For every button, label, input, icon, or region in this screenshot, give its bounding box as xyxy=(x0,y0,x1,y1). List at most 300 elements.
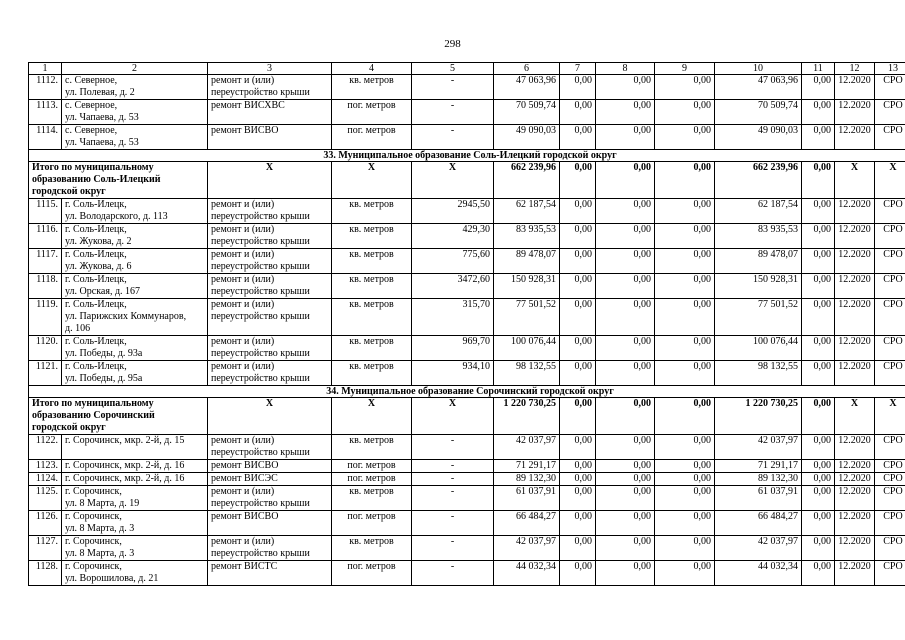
cell-c11: 0,00 xyxy=(802,511,835,536)
cell-c11: 0,00 xyxy=(802,224,835,249)
cell-c12: 12.2020 xyxy=(835,460,875,473)
work-type-line: ремонт ВИСВО xyxy=(211,511,279,522)
address xyxy=(62,336,208,361)
address-line: ул. Ворошилова, д. 21 xyxy=(65,573,159,584)
cell-c6: 89 132,30 xyxy=(494,473,560,486)
address-line: г. Сорочинск, мкр. 2-й, д. 16 xyxy=(65,460,185,471)
unit: кв. метров xyxy=(332,336,412,361)
address-line: с. Северное, xyxy=(65,100,118,111)
work-type xyxy=(208,486,332,511)
cell-c7: 0,00 xyxy=(560,199,596,224)
total-label-line: городской округ xyxy=(32,422,106,433)
row-number: 1118. xyxy=(29,274,62,299)
quantity: 429,30 xyxy=(412,224,494,249)
address-line: г. Соль-Илецк, xyxy=(65,224,127,235)
cell-c7: 0,00 xyxy=(560,75,596,100)
quantity: - xyxy=(412,460,494,473)
cell-c6: 83 935,53 xyxy=(494,224,560,249)
cell-c12: 12.2020 xyxy=(835,473,875,486)
cell-c13: СРО xyxy=(875,125,905,150)
address xyxy=(62,199,208,224)
cell-c12: 12.2020 xyxy=(835,224,875,249)
total-row xyxy=(29,162,905,199)
cell-c10: 66 484,27 xyxy=(715,511,802,536)
column-number: 11 xyxy=(802,63,835,75)
cell-c9: 0,00 xyxy=(655,299,715,336)
total-c4: Х xyxy=(332,398,412,435)
cell-c13: СРО xyxy=(875,199,905,224)
cell-c10: 62 187,54 xyxy=(715,199,802,224)
unit: кв. метров xyxy=(332,361,412,386)
address xyxy=(62,486,208,511)
cell-c12: 12.2020 xyxy=(835,249,875,274)
cell-c7: 0,00 xyxy=(560,274,596,299)
table-row xyxy=(29,361,905,386)
address-line: ул. Володарского, д. 113 xyxy=(65,211,168,222)
quantity: - xyxy=(412,536,494,561)
unit: кв. метров xyxy=(332,224,412,249)
total-c10: 1 220 730,25 xyxy=(715,398,802,435)
cell-c7: 0,00 xyxy=(560,536,596,561)
work-type-line: ремонт ВИСЭС xyxy=(211,473,278,484)
section-heading-row xyxy=(29,150,905,162)
row-number: 1119. xyxy=(29,299,62,336)
cell-c10: 150 928,31 xyxy=(715,274,802,299)
unit: кв. метров xyxy=(332,435,412,460)
cell-c8: 0,00 xyxy=(596,361,655,386)
cell-c8: 0,00 xyxy=(596,299,655,336)
cell-c12: 12.2020 xyxy=(835,561,875,586)
cell-c13: СРО xyxy=(875,561,905,586)
work-type xyxy=(208,511,332,536)
cell-c11: 0,00 xyxy=(802,486,835,511)
table-row xyxy=(29,486,905,511)
address-line: д. 106 xyxy=(65,323,91,334)
cell-c12: 12.2020 xyxy=(835,361,875,386)
address-line: г. Сорочинск, мкр. 2-й, д. 16 xyxy=(65,473,185,484)
column-number: 9 xyxy=(655,63,715,75)
cell-c6: 61 037,91 xyxy=(494,486,560,511)
column-number: 4 xyxy=(332,63,412,75)
cell-c8: 0,00 xyxy=(596,224,655,249)
cell-c7: 0,00 xyxy=(560,125,596,150)
cell-c10: 42 037,97 xyxy=(715,435,802,460)
cell-c9: 0,00 xyxy=(655,460,715,473)
cell-c8: 0,00 xyxy=(596,336,655,361)
column-number-row xyxy=(29,63,905,75)
work-type-line: переустройство крыши xyxy=(211,348,310,359)
column-number: 5 xyxy=(412,63,494,75)
cell-c6: 42 037,97 xyxy=(494,536,560,561)
work-type-line: ремонт ВИСХВС xyxy=(211,100,285,111)
cell-c6: 150 928,31 xyxy=(494,274,560,299)
cell-c6: 44 032,34 xyxy=(494,561,560,586)
cell-c13: СРО xyxy=(875,249,905,274)
cell-c6: 98 132,55 xyxy=(494,361,560,386)
row-number: 1127. xyxy=(29,536,62,561)
total-c9: 0,00 xyxy=(655,398,715,435)
cell-c11: 0,00 xyxy=(802,435,835,460)
cell-c11: 0,00 xyxy=(802,561,835,586)
cell-c12: 12.2020 xyxy=(835,336,875,361)
cell-c11: 0,00 xyxy=(802,536,835,561)
work-type xyxy=(208,473,332,486)
cell-c13: СРО xyxy=(875,274,905,299)
cell-c7: 0,00 xyxy=(560,561,596,586)
cell-c7: 0,00 xyxy=(560,249,596,274)
total-c11: 0,00 xyxy=(802,398,835,435)
total-c4: Х xyxy=(332,162,412,199)
quantity: 934,10 xyxy=(412,361,494,386)
table-row xyxy=(29,274,905,299)
capital-repair-table xyxy=(28,62,905,586)
total-c9: 0,00 xyxy=(655,162,715,199)
address xyxy=(62,224,208,249)
cell-c11: 0,00 xyxy=(802,100,835,125)
address-line: ул. Жукова, д. 2 xyxy=(65,236,132,247)
unit: пог. метров xyxy=(332,473,412,486)
work-type xyxy=(208,336,332,361)
cell-c10: 42 037,97 xyxy=(715,536,802,561)
cell-c6: 100 076,44 xyxy=(494,336,560,361)
cell-c9: 0,00 xyxy=(655,486,715,511)
address-line: ул. Полевая, д. 2 xyxy=(65,87,135,98)
address-line: г. Соль-Илецк, xyxy=(65,274,127,285)
row-number: 1125. xyxy=(29,486,62,511)
row-number: 1128. xyxy=(29,561,62,586)
total-c13: Х xyxy=(875,398,905,435)
cell-c8: 0,00 xyxy=(596,536,655,561)
cell-c13: СРО xyxy=(875,336,905,361)
table-row xyxy=(29,473,905,486)
unit: кв. метров xyxy=(332,536,412,561)
unit: пог. метров xyxy=(332,561,412,586)
cell-c6: 42 037,97 xyxy=(494,435,560,460)
work-type xyxy=(208,435,332,460)
cell-c7: 0,00 xyxy=(560,486,596,511)
cell-c12: 12.2020 xyxy=(835,274,875,299)
cell-c9: 0,00 xyxy=(655,75,715,100)
cell-c7: 0,00 xyxy=(560,511,596,536)
work-type-line: переустройство крыши xyxy=(211,261,310,272)
table-row xyxy=(29,224,905,249)
cell-c9: 0,00 xyxy=(655,435,715,460)
total-c13: Х xyxy=(875,162,905,199)
address-line: с. Северное, xyxy=(65,125,118,136)
cell-c8: 0,00 xyxy=(596,100,655,125)
cell-c12: 12.2020 xyxy=(835,511,875,536)
address xyxy=(62,460,208,473)
work-type-line: переустройство крыши xyxy=(211,373,310,384)
address xyxy=(62,511,208,536)
cell-c11: 0,00 xyxy=(802,460,835,473)
address xyxy=(62,536,208,561)
work-type-line: ремонт и (или) xyxy=(211,336,275,347)
total-c11: 0,00 xyxy=(802,162,835,199)
work-type-line: переустройство крыши xyxy=(211,87,310,98)
quantity: 315,70 xyxy=(412,299,494,336)
total-label xyxy=(29,162,208,199)
work-type-line: ремонт и (или) xyxy=(211,435,275,446)
cell-c8: 0,00 xyxy=(596,561,655,586)
cell-c10: 100 076,44 xyxy=(715,336,802,361)
cell-c9: 0,00 xyxy=(655,249,715,274)
table-row xyxy=(29,75,905,100)
cell-c7: 0,00 xyxy=(560,100,596,125)
cell-c12: 12.2020 xyxy=(835,486,875,511)
work-type-line: ремонт и (или) xyxy=(211,536,275,547)
address-line: г. Соль-Илецк, xyxy=(65,299,127,310)
work-type-line: ремонт и (или) xyxy=(211,274,275,285)
total-c10: 662 239,96 xyxy=(715,162,802,199)
cell-c13: СРО xyxy=(875,224,905,249)
unit: кв. метров xyxy=(332,299,412,336)
quantity: - xyxy=(412,473,494,486)
work-type xyxy=(208,249,332,274)
cell-c10: 98 132,55 xyxy=(715,361,802,386)
cell-c9: 0,00 xyxy=(655,274,715,299)
total-row xyxy=(29,398,905,435)
cell-c6: 89 478,07 xyxy=(494,249,560,274)
work-type-line: переустройство крыши xyxy=(211,286,310,297)
quantity: - xyxy=(412,486,494,511)
address-line: ул. 8 Марта, д. 3 xyxy=(65,548,135,559)
quantity: 775,60 xyxy=(412,249,494,274)
row-number: 1121. xyxy=(29,361,62,386)
address-line: ул. Победы, д. 93а xyxy=(65,348,143,359)
cell-c10: 70 509,74 xyxy=(715,100,802,125)
address-line: ул. Чапаева, д. 53 xyxy=(65,112,139,123)
address-line: ул. Парижских Коммунаров, xyxy=(65,311,187,322)
cell-c8: 0,00 xyxy=(596,125,655,150)
column-number: 8 xyxy=(596,63,655,75)
row-number: 1126. xyxy=(29,511,62,536)
cell-c9: 0,00 xyxy=(655,473,715,486)
column-number: 1 xyxy=(29,63,62,75)
cell-c12: 12.2020 xyxy=(835,100,875,125)
address-line: г. Сорочинск, xyxy=(65,536,122,547)
section-title: 33. Муниципальное образование Соль-Илецкий городской округ xyxy=(29,150,905,162)
row-number: 1116. xyxy=(29,224,62,249)
work-type-line: переустройство крыши xyxy=(211,447,310,458)
cell-c8: 0,00 xyxy=(596,274,655,299)
address-line: г. Сорочинск, xyxy=(65,511,122,522)
cell-c8: 0,00 xyxy=(596,473,655,486)
table-row xyxy=(29,435,905,460)
cell-c11: 0,00 xyxy=(802,361,835,386)
cell-c11: 0,00 xyxy=(802,299,835,336)
address xyxy=(62,274,208,299)
cell-c7: 0,00 xyxy=(560,473,596,486)
total-c6: 1 220 730,25 xyxy=(494,398,560,435)
cell-c13: СРО xyxy=(875,100,905,125)
quantity: - xyxy=(412,561,494,586)
table-row xyxy=(29,100,905,125)
cell-c12: 12.2020 xyxy=(835,299,875,336)
unit: кв. метров xyxy=(332,249,412,274)
address xyxy=(62,75,208,100)
row-number: 1114. xyxy=(29,125,62,150)
work-type xyxy=(208,460,332,473)
cell-c12: 12.2020 xyxy=(835,199,875,224)
address xyxy=(62,473,208,486)
total-c5: Х xyxy=(412,162,494,199)
cell-c9: 0,00 xyxy=(655,224,715,249)
work-type-line: ремонт и (или) xyxy=(211,299,275,310)
total-label-line: городской округ xyxy=(32,186,106,197)
table-row xyxy=(29,511,905,536)
total-c6: 662 239,96 xyxy=(494,162,560,199)
table-row xyxy=(29,199,905,224)
total-label xyxy=(29,398,208,435)
work-type-line: переустройство крыши xyxy=(211,548,310,559)
table-row xyxy=(29,249,905,274)
row-number: 1122. xyxy=(29,435,62,460)
address-line: г. Соль-Илецк, xyxy=(65,336,127,347)
cell-c11: 0,00 xyxy=(802,473,835,486)
total-label-line: Итого по муниципальному xyxy=(32,398,154,409)
cell-c12: 12.2020 xyxy=(835,75,875,100)
cell-c7: 0,00 xyxy=(560,435,596,460)
column-number: 6 xyxy=(494,63,560,75)
table-row xyxy=(29,125,905,150)
work-type xyxy=(208,536,332,561)
cell-c7: 0,00 xyxy=(560,460,596,473)
cell-c11: 0,00 xyxy=(802,199,835,224)
cell-c13: СРО xyxy=(875,361,905,386)
section-heading-row xyxy=(29,386,905,398)
table-row xyxy=(29,536,905,561)
address xyxy=(62,100,208,125)
total-c12: Х xyxy=(835,162,875,199)
table-row xyxy=(29,299,905,336)
cell-c9: 0,00 xyxy=(655,536,715,561)
cell-c13: СРО xyxy=(875,460,905,473)
address-line: г. Сорочинск, мкр. 2-й, д. 15 xyxy=(65,435,185,446)
cell-c9: 0,00 xyxy=(655,125,715,150)
cell-c10: 47 063,96 xyxy=(715,75,802,100)
cell-c13: СРО xyxy=(875,511,905,536)
cell-c9: 0,00 xyxy=(655,361,715,386)
address-line: г. Соль-Илецк, xyxy=(65,361,127,372)
unit: кв. метров xyxy=(332,75,412,100)
cell-c13: СРО xyxy=(875,435,905,460)
quantity: - xyxy=(412,511,494,536)
total-c5: Х xyxy=(412,398,494,435)
total-c12: Х xyxy=(835,398,875,435)
row-number: 1124. xyxy=(29,473,62,486)
cell-c7: 0,00 xyxy=(560,224,596,249)
cell-c9: 0,00 xyxy=(655,100,715,125)
quantity: - xyxy=(412,100,494,125)
work-type xyxy=(208,299,332,336)
cell-c12: 12.2020 xyxy=(835,435,875,460)
quantity: - xyxy=(412,75,494,100)
total-c7: 0,00 xyxy=(560,398,596,435)
work-type xyxy=(208,75,332,100)
cell-c9: 0,00 xyxy=(655,511,715,536)
cell-c11: 0,00 xyxy=(802,336,835,361)
column-number: 13 xyxy=(875,63,905,75)
row-number: 1117. xyxy=(29,249,62,274)
column-number: 12 xyxy=(835,63,875,75)
page-number: 298 xyxy=(444,38,461,50)
row-number: 1120. xyxy=(29,336,62,361)
unit: кв. метров xyxy=(332,199,412,224)
work-type-line: ремонт и (или) xyxy=(211,75,275,86)
cell-c8: 0,00 xyxy=(596,486,655,511)
cell-c10: 77 501,52 xyxy=(715,299,802,336)
work-type-line: переустройство крыши xyxy=(211,498,310,509)
total-c3: Х xyxy=(208,162,332,199)
work-type xyxy=(208,274,332,299)
address-line: ул. Чапаева, д. 53 xyxy=(65,137,139,148)
cell-c9: 0,00 xyxy=(655,561,715,586)
work-type-line: переустройство крыши xyxy=(211,211,310,222)
cell-c11: 0,00 xyxy=(802,274,835,299)
cell-c7: 0,00 xyxy=(560,299,596,336)
address xyxy=(62,125,208,150)
cell-c7: 0,00 xyxy=(560,336,596,361)
work-type-line: ремонт ВИСВО xyxy=(211,460,279,471)
table-row xyxy=(29,561,905,586)
total-label-line: образованию Сорочинский xyxy=(32,410,155,421)
address xyxy=(62,435,208,460)
address-line: г. Соль-Илецк, xyxy=(65,249,127,260)
cell-c10: 83 935,53 xyxy=(715,224,802,249)
table-row xyxy=(29,336,905,361)
address-line: с. Северное, xyxy=(65,75,118,86)
work-type-line: ремонт и (или) xyxy=(211,199,275,210)
cell-c6: 77 501,52 xyxy=(494,299,560,336)
row-number: 1112. xyxy=(29,75,62,100)
quantity: 2945,50 xyxy=(412,199,494,224)
section-title: 34. Муниципальное образование Сорочинский городской округ xyxy=(29,386,905,398)
cell-c10: 71 291,17 xyxy=(715,460,802,473)
cell-c6: 62 187,54 xyxy=(494,199,560,224)
quantity: 3472,60 xyxy=(412,274,494,299)
work-type-line: ремонт ВИСВО xyxy=(211,125,279,136)
address-line: ул. Орская, д. 167 xyxy=(65,286,141,297)
unit: кв. метров xyxy=(332,486,412,511)
cell-c13: СРО xyxy=(875,486,905,511)
cell-c11: 0,00 xyxy=(802,249,835,274)
cell-c9: 0,00 xyxy=(655,199,715,224)
address xyxy=(62,249,208,274)
work-type-line: ремонт и (или) xyxy=(211,486,275,497)
cell-c8: 0,00 xyxy=(596,511,655,536)
address-line: г. Сорочинск, xyxy=(65,486,122,497)
work-type xyxy=(208,561,332,586)
total-c3: Х xyxy=(208,398,332,435)
unit: пог. метров xyxy=(332,460,412,473)
cell-c6: 70 509,74 xyxy=(494,100,560,125)
cell-c8: 0,00 xyxy=(596,75,655,100)
unit: пог. метров xyxy=(332,100,412,125)
address-line: г. Сорочинск, xyxy=(65,561,122,572)
cell-c11: 0,00 xyxy=(802,75,835,100)
column-number: 3 xyxy=(208,63,332,75)
cell-c6: 47 063,96 xyxy=(494,75,560,100)
cell-c10: 89 478,07 xyxy=(715,249,802,274)
unit: пог. метров xyxy=(332,511,412,536)
work-type xyxy=(208,361,332,386)
cell-c10: 49 090,03 xyxy=(715,125,802,150)
quantity: - xyxy=(412,125,494,150)
work-type-line: ремонт и (или) xyxy=(211,224,275,235)
total-c8: 0,00 xyxy=(596,398,655,435)
total-label-line: образованию Соль-Илецкий xyxy=(32,174,161,185)
